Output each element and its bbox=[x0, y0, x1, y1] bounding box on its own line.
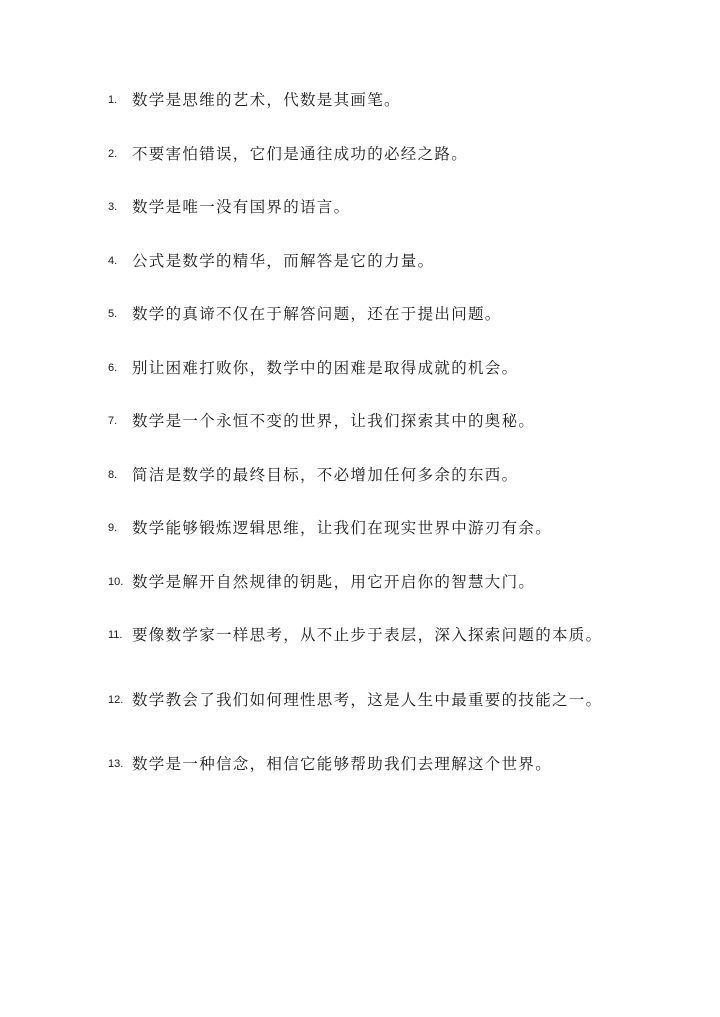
item-text: 别让困难打败你，数学中的困难是取得成就的机会。 bbox=[132, 358, 519, 377]
item-text: 数学是解开自然规律的钥匙，用它开启你的智慧大门。 bbox=[132, 572, 536, 591]
item-number: 7. bbox=[108, 415, 118, 427]
item-number: 9. bbox=[108, 522, 118, 534]
list-item bbox=[108, 459, 628, 491]
item-number: 1. bbox=[108, 94, 118, 106]
list-item bbox=[108, 245, 628, 277]
item-number: 6. bbox=[108, 361, 118, 374]
item-text: 数学是一种信念，相信它能够帮助我们去理解这个世界。 bbox=[132, 755, 553, 773]
item-number: 12. bbox=[108, 693, 124, 706]
item-text: 数学是唯一没有国界的语言。 bbox=[132, 198, 351, 216]
list-item bbox=[108, 191, 628, 223]
list-item bbox=[108, 748, 628, 780]
item-number: 3. bbox=[108, 201, 118, 213]
list-item bbox=[108, 84, 628, 116]
list-item bbox=[108, 566, 628, 598]
list-item bbox=[108, 619, 628, 662]
item-text: 不要害怕错误，它们是通往成功的必经之路。 bbox=[132, 144, 469, 163]
item-number: 8. bbox=[108, 468, 118, 481]
item-number: 13. bbox=[108, 758, 124, 770]
list-item bbox=[108, 512, 628, 544]
list-item bbox=[108, 405, 628, 437]
item-text: 数学的真谛不仅在于解答问题，还在于提出问题。 bbox=[132, 305, 502, 323]
list-item bbox=[108, 298, 628, 330]
list-item bbox=[108, 352, 628, 384]
item-text: 数学是思维的艺术，代数是其画笔。 bbox=[132, 91, 401, 109]
item-number: 5. bbox=[108, 308, 118, 320]
list-item bbox=[108, 684, 628, 727]
item-text: 数学能够锻炼逻辑思维，让我们在现实世界中游刃有余。 bbox=[132, 519, 553, 537]
list-item bbox=[108, 138, 628, 170]
item-text: 公式是数学的精华，而解答是它的力量。 bbox=[132, 251, 435, 270]
item-number: 2. bbox=[108, 147, 118, 160]
item-text: 数学教会了我们如何理性思考，这是人生中最重要的技能之一。 bbox=[132, 690, 603, 709]
item-text: 简洁是数学的最终目标，不必增加任何多余的东西。 bbox=[132, 465, 519, 484]
item-number: 10. bbox=[108, 575, 124, 588]
item-text: 数学是一个永恒不变的世界，让我们探索其中的奥秘。 bbox=[132, 412, 536, 430]
item-number: 11. bbox=[108, 629, 123, 641]
item-text: 要像数学家一样思考，从不止步于表层，深入探索问题的本质。 bbox=[132, 626, 603, 644]
quote-list bbox=[108, 84, 628, 802]
item-number: 4. bbox=[108, 254, 118, 267]
